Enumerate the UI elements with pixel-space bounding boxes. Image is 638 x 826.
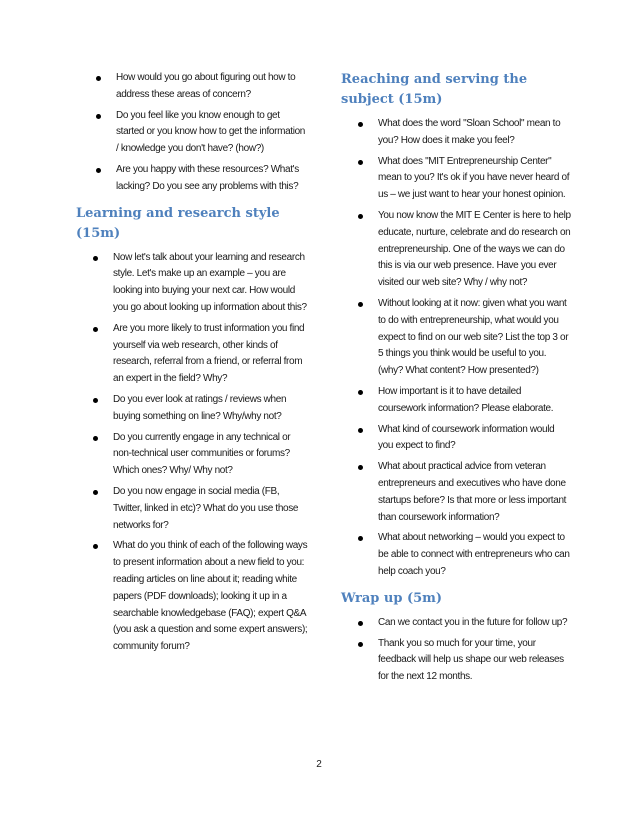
- list-item-text: What about practical advice from veteran entrepreneurs and executives who have done startups before? Is that more or less important than coursework information?: [378, 461, 567, 523]
- list-item: [341, 530, 571, 580]
- bullet-icon: [93, 436, 98, 441]
- list-item-text: What kind of coursework information would you expect to find?: [378, 423, 555, 452]
- bullet-icon: [96, 76, 101, 81]
- bullet-icon: [93, 256, 98, 261]
- bullet-icon: [358, 465, 363, 470]
- bullet-icon: [93, 544, 98, 549]
- list-item: [341, 422, 571, 456]
- list-item-text: What about networking – would you expect to be able to connect with entrepreneurs who can help coach you?: [378, 532, 570, 577]
- list-item: [76, 484, 308, 534]
- list-item-text: Are you happy with these resources? What's lacking? Do you see any problems with this?: [116, 163, 299, 192]
- list-item-text: Do you feel like you know enough to get started or you know how to get the information / knowledge you don't have? (how?): [116, 109, 306, 155]
- list-item: [76, 538, 308, 656]
- list-item: [341, 384, 571, 418]
- learning-bullet-list: [76, 250, 308, 656]
- list-item-text: How important is it to have detailed coursework information? Please elaborate.: [378, 385, 554, 414]
- section-heading-wrap-up: Wrap up (5m): [341, 590, 443, 606]
- list-item: [341, 116, 571, 150]
- bullet-icon: [358, 642, 363, 647]
- list-item: [76, 250, 308, 317]
- list-item: [341, 459, 571, 526]
- left-column: [76, 70, 308, 660]
- list-item-text: Without looking at it now: given what you want to do with entrepreneurship, what would you expect to find on our web site? List the top 3 or 5 things you think would be useful to you. (why? What content? How presented?): [378, 297, 569, 377]
- list-item-text: What does the word "Sloan School" mean to you? How does it make you feel?: [378, 118, 561, 146]
- list-item: [76, 430, 308, 480]
- list-item-text: Do you ever look at ratings / reviews when buying something on line? Why/why not?: [113, 393, 287, 422]
- list-item: [341, 296, 571, 380]
- list-item-text: Can we contact you in the future for follow up?: [378, 616, 568, 628]
- reaching-bullet-list: [341, 116, 571, 581]
- bullet-icon: [93, 398, 98, 403]
- list-item-text: Do you now engage in social media (FB, Twitter, linked in etc)? What do you use those networks for?: [113, 485, 299, 531]
- bullet-icon: [96, 114, 101, 119]
- bullet-icon: [358, 214, 363, 219]
- list-item: [76, 108, 308, 158]
- list-item: [76, 321, 308, 388]
- list-item: [341, 154, 571, 204]
- list-item-text: Now let's talk about your learning and research style. Let's make up an example – you are looking into buying your next car. How would you go about looking up information about this?: [113, 251, 307, 313]
- page-number: 2: [316, 759, 322, 770]
- list-item-text: Do you currently engage in any technical or non-technical user communities or forums? Which ones? Why/ Why not?: [113, 431, 291, 477]
- bullet-icon: [358, 621, 363, 626]
- bullet-icon: [358, 536, 363, 541]
- section-heading-learning: Learning and research style (15m): [76, 205, 280, 241]
- bullet-icon: [93, 327, 98, 332]
- list-item-text: You now know the MIT E Center is here to help educate, nurture, celebrate and do research on entrepreneurship. One of the ways we can do this is via our web presence. Have you ever visited our web site? Why / why not?: [378, 209, 571, 289]
- intro-bullet-list: [76, 70, 308, 196]
- bullet-icon: [358, 122, 363, 127]
- section-heading-reaching: Reaching and serving the subject (15m): [341, 72, 528, 107]
- bullet-icon: [358, 302, 363, 307]
- right-column: [341, 70, 571, 690]
- bullet-icon: [93, 490, 98, 495]
- list-item-text: Thank you so much for your time, your feedback will help us shape our web releases for the next 12 months.: [378, 637, 564, 683]
- list-item: [76, 392, 308, 426]
- list-item: [341, 615, 571, 632]
- list-item-text: How would you go about figuring out how to address these areas of concern?: [116, 72, 296, 100]
- list-item: [76, 70, 308, 104]
- bullet-icon: [96, 168, 101, 173]
- list-item-text: What do you think of each of the following ways to present information about a new field to you: reading articles on line about it; reading white papers (PDF downloads); looking it up in a searchable knowledgebase (FAQ); expert Q&A (you ask a question and some expert answers); community forum?: [113, 540, 308, 653]
- list-item-text: What does "MIT Entrepreneurship Center" mean to you? It's ok if you have never heard of us – we just want to hear your honest opinion.: [378, 155, 570, 201]
- bullet-icon: [358, 428, 363, 433]
- bullet-icon: [358, 160, 363, 165]
- bullet-icon: [358, 390, 363, 395]
- wrap-up-bullet-list: [341, 615, 571, 686]
- list-item: [341, 636, 571, 686]
- list-item: [341, 208, 571, 292]
- list-item: [76, 162, 308, 196]
- list-item-text: Are you more likely to trust information you find yourself via web research, other kinds of research, referral from a friend, or referral from an expert in the field? Why?: [113, 322, 305, 385]
